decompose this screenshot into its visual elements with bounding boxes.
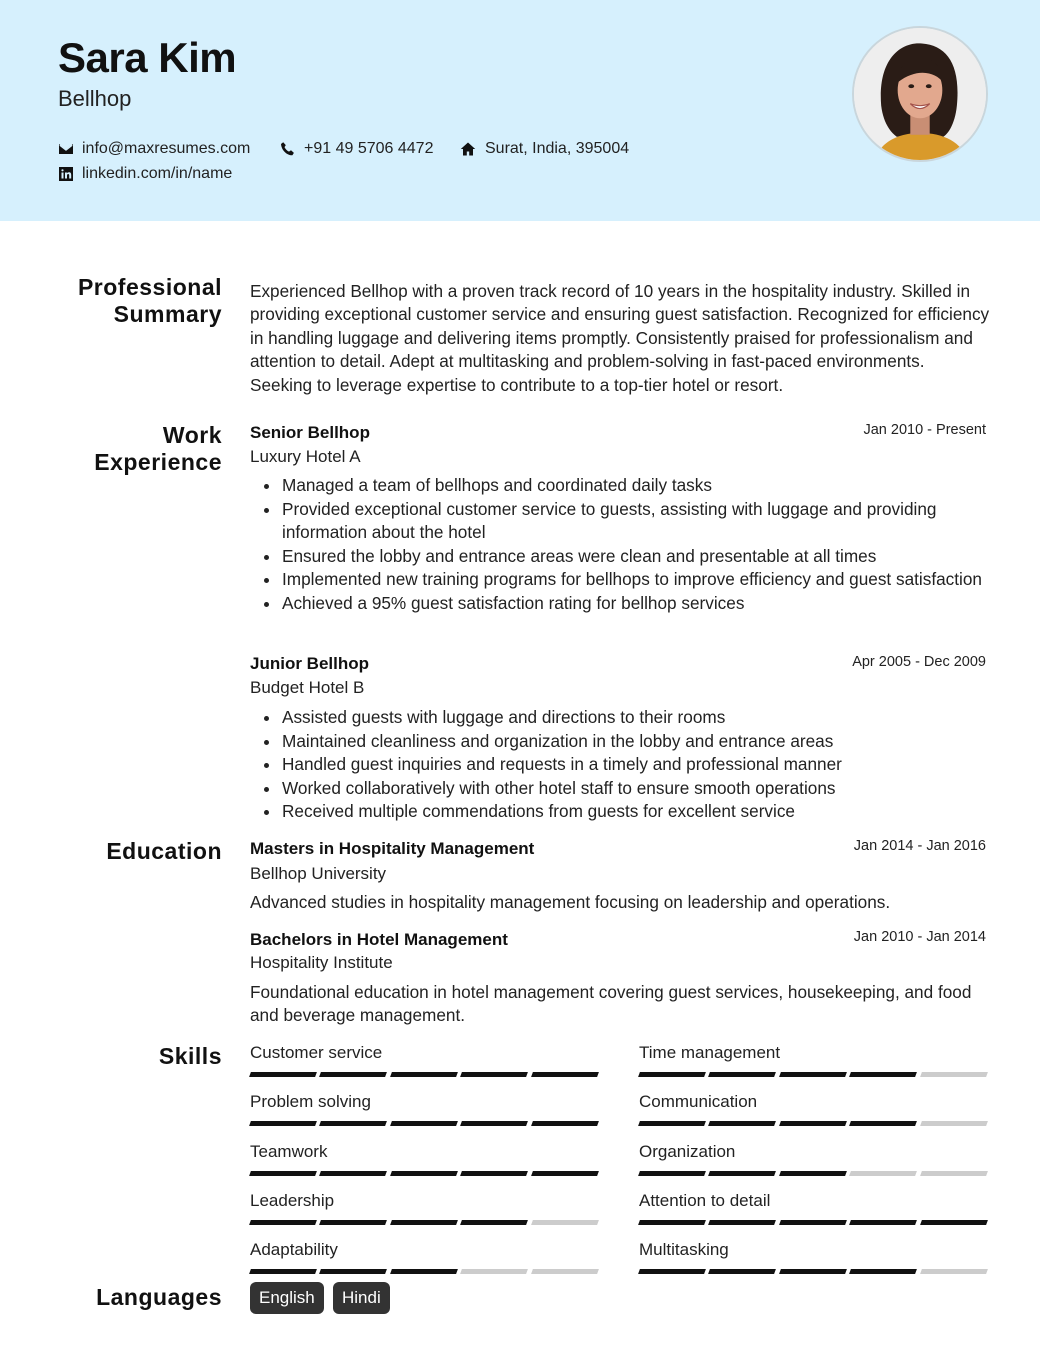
job-2-bullets <box>262 706 987 824</box>
location-contact <box>459 140 629 158</box>
job-2-date: Apr 2005 - Dec 2009 <box>852 654 986 670</box>
envelope-icon <box>58 141 74 157</box>
skill-level-segment <box>460 1220 528 1225</box>
phone-contact[interactable] <box>280 140 433 158</box>
skill-label-problem-solving: Problem solving <box>250 1092 371 1112</box>
summary-heading: Professional Summary <box>77 274 222 327</box>
skill-level-segment <box>460 1121 528 1126</box>
skill-label-leadership: Leadership <box>250 1190 335 1210</box>
skill-level-segment <box>638 1269 706 1274</box>
experience-heading: Work Experience <box>94 422 222 475</box>
home-icon <box>459 141 477 157</box>
skill-level-segment <box>849 1269 917 1274</box>
skill-level-segment <box>708 1220 776 1225</box>
skill-level-segment <box>779 1220 847 1225</box>
job-title: Bellhop <box>58 86 132 111</box>
skill-level-segment <box>249 1072 317 1077</box>
skill-level-segment <box>460 1269 528 1274</box>
skill-level-segment <box>390 1269 458 1274</box>
profile-photo <box>852 26 988 162</box>
skill-bar-problem-solving <box>250 1121 598 1126</box>
skill-level-segment <box>319 1121 387 1126</box>
edu-1-school: Bellhop University <box>250 864 387 883</box>
skill-label-adaptability: Adaptability <box>250 1240 338 1260</box>
skill-level-segment <box>249 1269 317 1274</box>
skill-level-segment <box>638 1220 706 1225</box>
skill-level-segment <box>708 1269 776 1274</box>
skill-level-segment <box>638 1171 706 1176</box>
skill-level-segment <box>849 1171 917 1176</box>
skill-level-segment <box>531 1171 599 1176</box>
list-item: Maintained cleanliness and organization in the lobby and entrance areas <box>262 730 987 754</box>
linkedin-text: linkedin.com/in/name <box>82 165 233 182</box>
skills-heading: Skills <box>158 1043 222 1069</box>
edu-2-date: Jan 2010 - Jan 2014 <box>853 929 986 945</box>
skill-level-segment <box>849 1072 917 1077</box>
job-1-title: Senior Bellhop <box>250 423 370 442</box>
language-badge-hindi: Hindi <box>333 1282 390 1314</box>
skill-level-segment <box>249 1220 317 1225</box>
skill-level-segment <box>531 1072 599 1077</box>
skill-level-segment <box>708 1171 776 1176</box>
header-band <box>0 0 1040 221</box>
skill-level-segment <box>779 1121 847 1126</box>
phone-icon <box>280 141 296 157</box>
skill-level-segment <box>779 1269 847 1274</box>
list-item: Managed a team of bellhops and coordinated daily tasks <box>262 474 987 498</box>
skill-label-communication: Communication <box>639 1092 758 1112</box>
skill-level-segment <box>390 1171 458 1176</box>
job-1-date: Jan 2010 - Present <box>863 422 986 438</box>
skill-level-segment <box>920 1171 988 1176</box>
list-item: Worked collaboratively with other hotel staff to ensure smooth operations <box>262 777 987 801</box>
skill-level-segment <box>531 1269 599 1274</box>
language-badge-english: English <box>250 1282 324 1314</box>
job-1-bullets <box>262 474 987 616</box>
list-item: Provided exceptional customer service to guests, assisting with luggage and providing information about the hotel <box>262 498 987 545</box>
skill-level-segment <box>319 1171 387 1176</box>
phone-text: +91 49 5706 4472 <box>304 140 434 157</box>
job-1-company: Luxury Hotel A <box>250 447 361 466</box>
edu-1-date: Jan 2014 - Jan 2016 <box>853 838 986 854</box>
skill-label-time-management: Time management <box>639 1043 781 1062</box>
edu-2-degree: Bachelors in Hotel Management <box>250 930 508 949</box>
skill-level-segment <box>920 1220 988 1225</box>
skill-bar-time-management <box>639 1072 987 1077</box>
skill-bar-adaptability <box>250 1269 598 1274</box>
location-text: Surat, India, 395004 <box>485 140 630 157</box>
skill-label-attention-to-detail: Attention to detail <box>639 1190 771 1210</box>
skill-level-segment <box>779 1171 847 1176</box>
summary-text: Experienced Bellhop with a proven track record of 10 years in the hospitality industry. Skilled in providing exceptional customer service and ensuring guest satisfaction. Recognized for efficiency in handling luggage and delivering items promptly. Consistently praised for professionalism and attention to detail. Adept at multitasking and problem-solving in fast-paced environments. Seeking to leverage expertise to contribute to a top-tier hotel or resort. <box>250 281 990 395</box>
skill-level-segment <box>779 1072 847 1077</box>
list-item: Assisted guests with luggage and directions to their rooms <box>262 706 987 730</box>
edu-1-degree: Masters in Hospitality Management <box>250 839 535 858</box>
list-item: Ensured the lobby and entrance areas were clean and presentable at all times <box>262 545 987 569</box>
list-item: Achieved a 95% guest satisfaction rating for bellhop services <box>262 592 987 616</box>
candidate-name: Sara Kim <box>58 34 237 81</box>
email-contact[interactable] <box>58 140 250 158</box>
skill-level-segment <box>249 1171 317 1176</box>
skill-bar-attention-to-detail <box>639 1220 987 1225</box>
job-2-title: Junior Bellhop <box>250 654 369 673</box>
list-item: Handled guest inquiries and requests in a timely and professional manner <box>262 753 987 777</box>
skill-level-segment <box>638 1121 706 1126</box>
email-text: info@maxresumes.com <box>82 140 251 157</box>
skill-level-segment <box>390 1121 458 1126</box>
skill-bar-leadership <box>250 1220 598 1225</box>
job-2-company: Budget Hotel B <box>250 678 365 697</box>
skill-level-segment <box>849 1220 917 1225</box>
skill-level-segment <box>390 1072 458 1077</box>
list-item: Implemented new training programs for bellhops to improve efficiency and guest satisfaction <box>262 568 987 592</box>
skill-level-segment <box>390 1220 458 1225</box>
skill-level-segment <box>319 1220 387 1225</box>
skill-level-segment <box>249 1121 317 1126</box>
skill-level-segment <box>708 1121 776 1126</box>
skill-level-segment <box>531 1121 599 1126</box>
skill-level-segment <box>849 1121 917 1126</box>
skill-level-segment <box>319 1072 387 1077</box>
skill-level-segment <box>460 1171 528 1176</box>
linkedin-contact[interactable] <box>58 165 232 183</box>
skill-label-teamwork: Teamwork <box>250 1141 328 1161</box>
skill-bar-multitasking <box>639 1269 987 1274</box>
languages-heading: Languages <box>96 1284 222 1310</box>
skill-level-segment <box>708 1072 776 1077</box>
linkedin-icon <box>58 166 74 182</box>
skill-bar-customer-service <box>250 1072 598 1077</box>
skill-label-multitasking: Multitasking <box>639 1240 729 1260</box>
skill-bar-communication <box>639 1121 987 1126</box>
edu-1-description: Advanced studies in hospitality management focusing on leadership and operations. <box>250 892 891 912</box>
list-item: Received multiple commendations from guests for excellent service <box>262 800 987 824</box>
skill-level-segment <box>319 1269 387 1274</box>
skill-label-organization: Organization <box>639 1141 736 1161</box>
skill-bar-organization <box>639 1171 987 1176</box>
skill-level-segment <box>531 1220 599 1225</box>
skill-level-segment <box>920 1269 988 1274</box>
edu-2-school: Hospitality Institute <box>250 953 393 972</box>
skill-level-segment <box>920 1121 988 1126</box>
skill-bar-teamwork <box>250 1171 598 1176</box>
skill-level-segment <box>920 1072 988 1077</box>
skill-label-customer-service: Customer service <box>250 1043 383 1062</box>
education-heading: Education <box>106 838 222 864</box>
edu-2-description: Foundational education in hotel management covering guest services, housekeeping, and food and beverage management. <box>250 982 972 1026</box>
skill-level-segment <box>460 1072 528 1077</box>
skill-level-segment <box>638 1072 706 1077</box>
